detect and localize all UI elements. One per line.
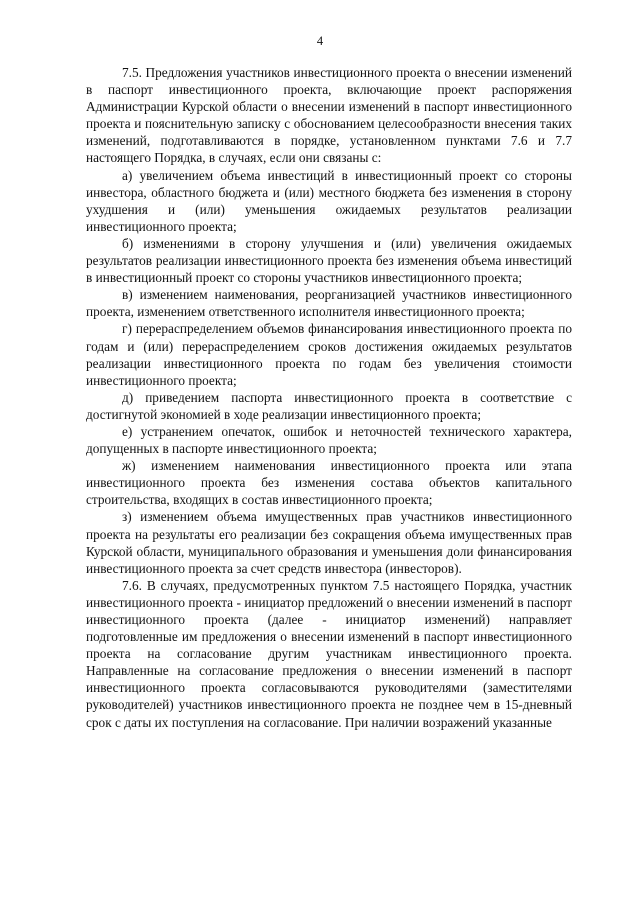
list-item-g: г) перераспределением объемов финансирования инвестиционного проекта по годам и (или) перераспределением сроков достижения ожидаемых результатов реализации инвестиционного проекта по годам без увеличения стоимости инвестиционного проекта;: [86, 321, 572, 388]
list-item-z: з) изменением объема имущественных прав участников инвестиционного проекта на результаты его реализации без сокращения объема имущественных прав Курской области, муниципального образования и уменьшения доли финансирования инвестиционного проекта за счет средств инвестора (инвесторов).: [86, 509, 572, 576]
paragraph-7-5: 7.5. Предложения участников инвестиционного проекта о внесении изменений в паспорт инвестиционного проекта, включающие проект распоряжения Администрации Курской области о внесении изменений в паспорт инвестиционного проекта и пояснительную записку с обоснованием целесообразности внесения таких изменений, подготавливаются в порядке, установленном пунктами 7.6 и 7.7 настоящего Порядка, в случаях, если они связаны с:: [86, 65, 572, 166]
list-item-b: б) изменениями в сторону улучшения и (или) увеличения ожидаемых результатов реализации инвестиционного проекта без изменения объема инвестиций в инвестиционный проект со стороны участников инвестиционного проекта;: [86, 235, 572, 286]
list-item-zh: ж) изменением наименования инвестиционного проекта или этапа инвестиционного проекта без изменения состава объектов капитального строительства, входящих в состав инвестиционного проекта;: [86, 458, 572, 508]
list-item-e: е) устранением опечаток, ошибок и неточностей технического характера, допущенных в паспорте инвестиционного проекта;: [86, 423, 572, 457]
document-body: [86, 64, 572, 731]
list-item-v: в) изменением наименования, реорганизацией участников инвестиционного проекта, изменением ответственного исполнителя инвестиционного проекта;: [86, 287, 572, 320]
list-item-d: д) приведением паспорта инвестиционного проекта в соответствие с достигнутой экономией в ходе реализации инвестиционного проекта;: [86, 389, 572, 422]
paragraph-7-6: 7.6. В случаях, предусмотренных пунктом 7.5 настоящего Порядка, участник инвестиционного проекта - инициатор предложений о внесении изменений в паспорт инвестиционного проекта (далее - инициатор изменений) направляет подготовленные им предложения о внесении изменений в паспорт инвестиционного проекта на согласование другим участникам инвестиционного проекта. Направленные на согласование предложения о внесении изменений в паспорт инвестиционного проекта согласовываются руководителями (заместителями руководителей) участников инвестиционного проекта не позднее чем в 15-дневный срок с даты их поступления на согласование. При наличии возражений указанные: [86, 577, 572, 730]
page-number: 4: [316, 34, 324, 48]
list-item-a: а) увеличением объема инвестиций в инвестиционный проект со стороны инвестора, областного бюджета и (или) местного бюджета без изменения в сторону ухудшения и (или) уменьшения ожидаемых результатов реализации инвестиционного проекта;: [86, 167, 572, 234]
